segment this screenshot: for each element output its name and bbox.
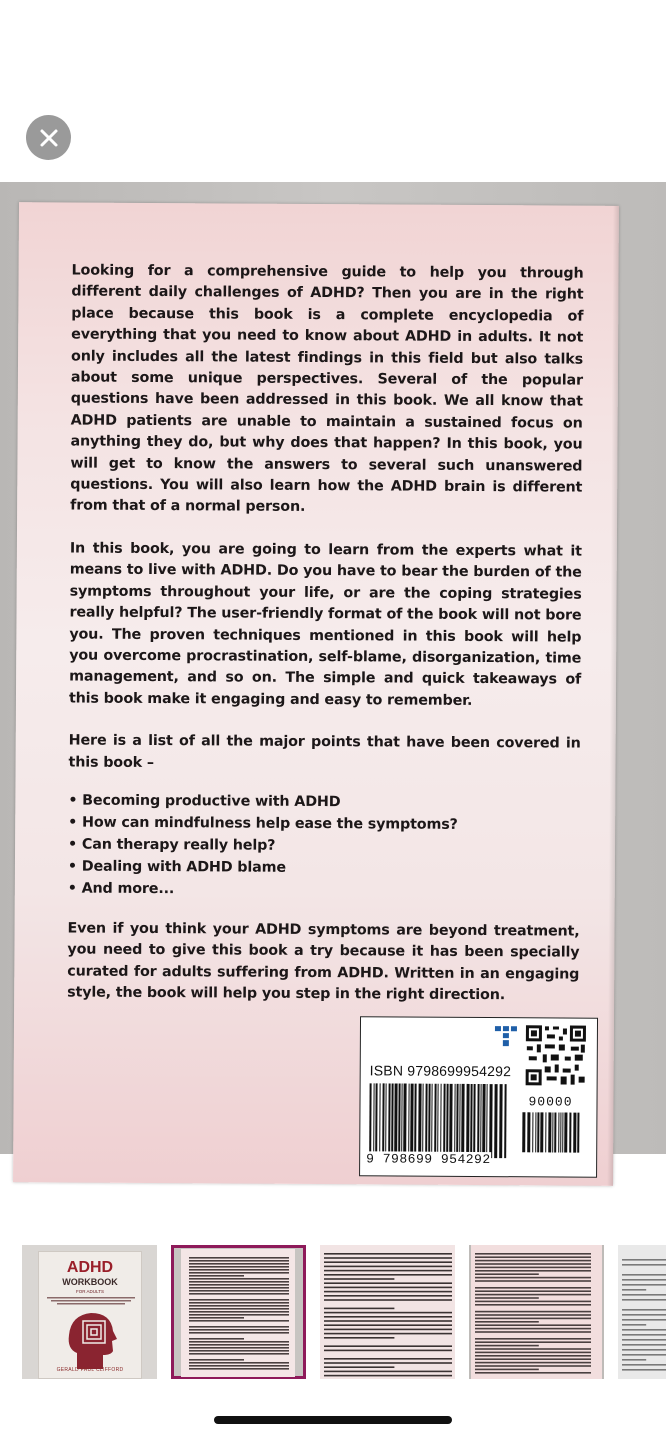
cover-author: GERALD PAUL CLIFFORD [56,1367,124,1373]
paragraph-experts: In this book, you are going to learn from the experts what it means to live with ADHD. Do you have to bear the burden of the symptoms throughout your life, or are the coping strategies really helpful? The user-friendly format of the book will not bore you. The proven techniques mentioned in this book will help you overcome procrastination, self-blame, disorganization, time management, and so on. The simple and quick takeaways of this book make it engaging and easy to remember. [68,540,582,709]
paragraph-list-intro: Here is a list of all the major points that have been covered in this book – [68,732,581,771]
thumbnail-5[interactable] [618,1245,666,1379]
price-code: 90000 [528,1094,573,1110]
list-item: • Can therapy really help? [68,833,580,858]
close-button[interactable] [26,115,71,160]
list-item: • Dealing with ADHD blame [68,855,580,880]
home-indicator[interactable] [214,1416,452,1424]
addon-barcode-icon [522,1112,580,1152]
barcode-icon [369,1083,509,1158]
thumbnail-3[interactable] [320,1245,455,1379]
mini-text-lines [324,1249,452,1377]
points-list [68,789,581,902]
mini-text-lines [189,1255,289,1373]
list-item: • Becoming productive with ADHD [68,789,580,814]
qr-code-icon [525,1024,587,1086]
close-icon [39,128,59,148]
mini-text-lines [475,1249,599,1375]
head-maze-icon [63,1307,121,1369]
paragraph-intro: Looking for a comprehensive guide to help you through different daily challenges of ADHD? Then you are in the right place because this book is a complete encyclopedia of everything that you need to know about ADHD in adults. It not only includes all the latest findings in this field but also talks about some unique perspectives. Several of the popular questions have been addressed in this book. We all know that ADHD patients are unable to maintain a sustained focus on anything they do, but why does that happen? In this book, you will get to know the answers to several such unanswered questions. You will also learn how the ADHD brain is different from that of a normal person. [70,262,584,516]
book-cover-thumbnail [38,1251,142,1379]
cover-tag: FOR ADULTS [76,1289,104,1294]
thumbnail-strip[interactable] [0,1244,666,1380]
list-item: • How can mindfulness help ease the symptoms? [68,811,580,836]
page-edge-shadow [607,206,619,1186]
isbn-barcode-box [359,1016,598,1177]
cover-subtitle: WORKBOOK [62,1277,118,1287]
cover-tagline-lines [47,1297,135,1305]
book-back-cover [13,202,619,1186]
thumbnail-2-selected[interactable] [171,1245,306,1379]
cover-title: ADHD [66,1259,114,1276]
mini-text-lines [622,1251,666,1375]
back-cover-text [67,260,584,1028]
list-item: • And more... [68,877,580,902]
paragraph-closing: Even if you think your ADHD symptoms are beyond treatment, you need to give this book a try because it has been specially curated for adults suffering from ADHD. Written in an engaging style, the book will help you step in the right direction. [67,920,580,1004]
thumbnail-1[interactable] [22,1245,157,1379]
publisher-logo-icon [493,1024,519,1048]
main-photo[interactable] [0,182,666,1168]
isbn-label: ISBN 9798699954292 [369,1062,512,1080]
barcode-digits: 9 798699 954292 [366,1151,491,1168]
thumbnail-4[interactable] [469,1245,604,1379]
